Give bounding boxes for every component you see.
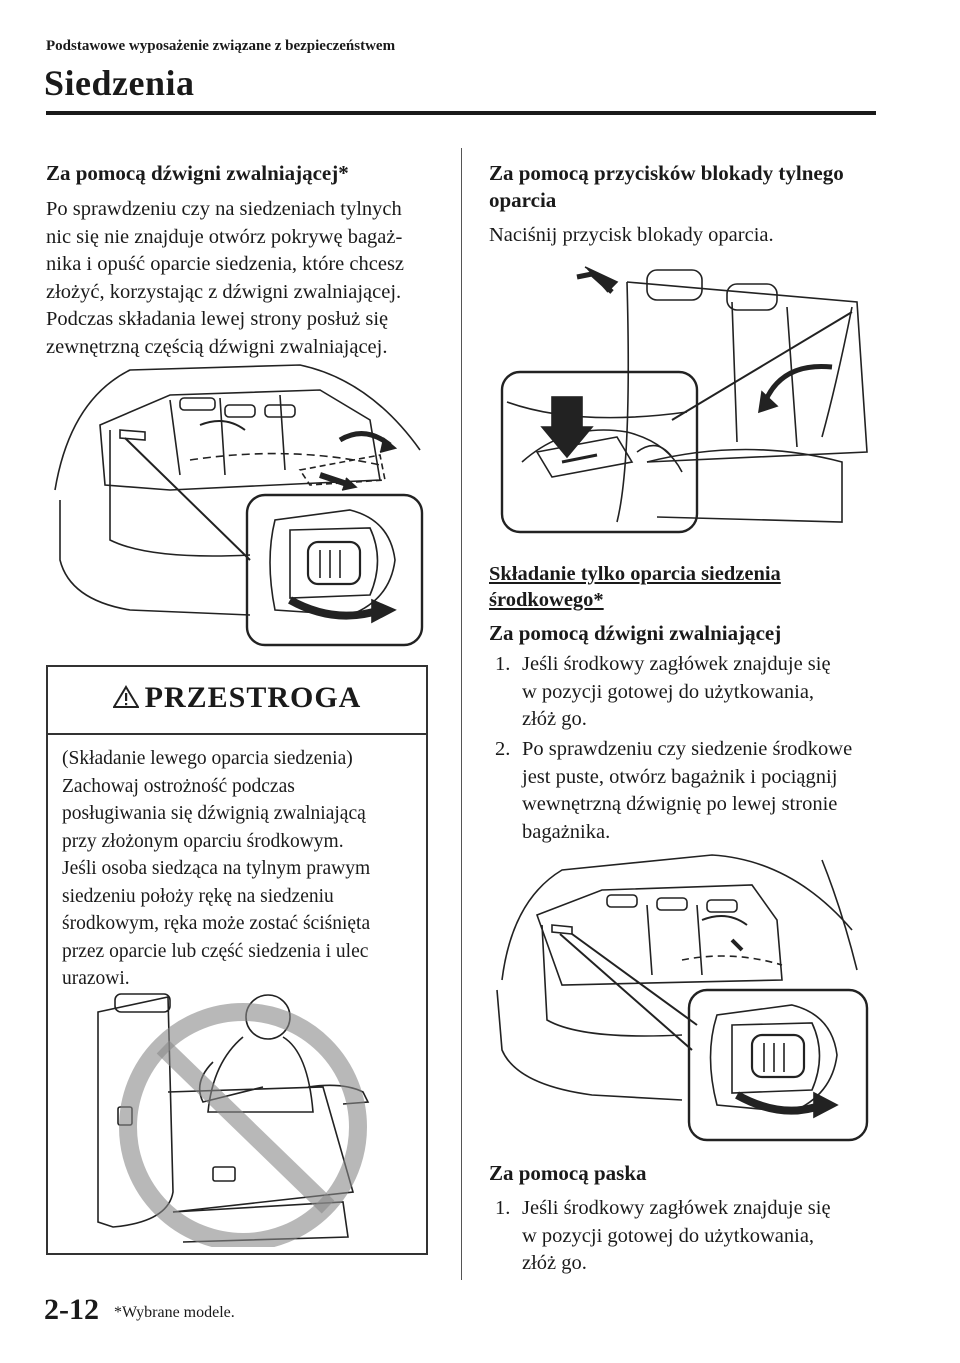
caution-title: PRZESTROGA [144, 681, 362, 714]
subsection-line: środkowego* [489, 589, 604, 611]
caution-header [48, 681, 426, 717]
page-title: Siedzenia [44, 63, 195, 103]
column-divider [461, 148, 462, 1280]
paragraph-line: zewnętrzną częścią dźwigni zwalniającej. [46, 335, 388, 358]
strap-step-1 [495, 1195, 875, 1279]
step-line: wewnętrzną dźwignię po lewej stronie [522, 793, 838, 815]
lever-step-2 [495, 736, 875, 848]
prohibited-hand-illustration [93, 992, 393, 1252]
step-number: 1. [495, 1197, 511, 1219]
caution-line: urazowi. [62, 968, 130, 989]
paragraph-line: złożyć, korzystając z dźwigni zwalniającej. [46, 280, 402, 303]
step-text [522, 1195, 831, 1278]
caution-line: Jeśli osoba siedząca na tylnym prawym [62, 858, 371, 879]
heading-line: Za pomocą przycisków blokady tylnego [489, 161, 844, 185]
step-line: Po sprawdzeniu czy siedzenie środkowe [522, 738, 853, 760]
footnote: *Wybrane modele. [114, 1304, 235, 1321]
step-line: Jeśli środkowy zagłówek znajduje się [522, 653, 831, 675]
step-number: 1. [495, 653, 511, 675]
lever-method-heading: Za pomocą dźwigni zwalniającej [489, 621, 782, 645]
lock-button-instruction: Naciśnij przycisk blokady oparcia. [489, 224, 774, 246]
trunk-release-lever-illustration [50, 360, 430, 650]
paragraph-line: nika i opuść oparcie siedzenia, które chcesz [46, 253, 405, 275]
heading-line: oparcia [489, 188, 557, 212]
step-line: w pozycji gotowej do użytkowania, [522, 680, 815, 703]
step-text [522, 736, 852, 846]
caution-line: Zachowaj ostrożność podczas [62, 775, 295, 797]
header-rule [46, 111, 876, 115]
step-line: w pozycji gotowej do użytkowania, [522, 1224, 815, 1247]
step-line: złóż go. [522, 1252, 587, 1274]
caution-line: (Składanie lewego oparcia siedzenia) [62, 748, 353, 769]
seatback-lock-button-illustration [497, 262, 877, 542]
step-line: Jeśli środkowy zagłówek znajduje się [522, 1197, 831, 1219]
breadcrumb: Podstawowe wyposażenie związane z bezpieczeństwem [46, 38, 396, 54]
step-text [522, 651, 831, 734]
warning-triangle-icon [113, 683, 139, 717]
paragraph-line: Po sprawdzeniu czy na siedzeniach tylnych [46, 198, 402, 220]
paragraph-line: nic się nie znajduje otwórz pokrywę bagaż- [46, 225, 403, 248]
lever-step-1 [495, 651, 875, 735]
paragraph-line: Podczas składania lewej strony posłuż się [46, 308, 389, 330]
section-heading-release-lever: Za pomocą dźwigni zwalniającej* [46, 161, 349, 185]
caution-line: środkowym, ręka może zostać ściśnięta [62, 913, 371, 934]
section-heading-lock-buttons [489, 160, 844, 214]
caution-box [46, 665, 428, 1255]
caution-line: posługiwania się dźwignią zwalniającą [62, 803, 366, 824]
strap-method-heading: Za pomocą paska [489, 1161, 647, 1185]
subsection-line: Składanie tylko oparcia siedzenia [489, 563, 781, 585]
step-line: jest puste, otwórz bagażnik i pociągnij [522, 765, 838, 788]
caution-line: przez oparcie lub część siedzenia i ulec [62, 940, 369, 962]
caution-divider [48, 733, 426, 735]
subsection-center-seatback [489, 561, 781, 613]
page-number: 2-12 [44, 1293, 99, 1326]
instruction-paragraph [46, 196, 404, 361]
step-line: złóż go. [522, 708, 587, 730]
step-line: bagażnika. [522, 820, 611, 843]
caution-line: siedzeniu położy rękę na siedzeniu [62, 885, 334, 907]
caution-line: przy złożonym oparciu środkowym. [62, 830, 344, 852]
trunk-inner-lever-illustration [492, 850, 872, 1145]
step-number: 2. [495, 738, 511, 760]
caution-text [62, 745, 370, 993]
